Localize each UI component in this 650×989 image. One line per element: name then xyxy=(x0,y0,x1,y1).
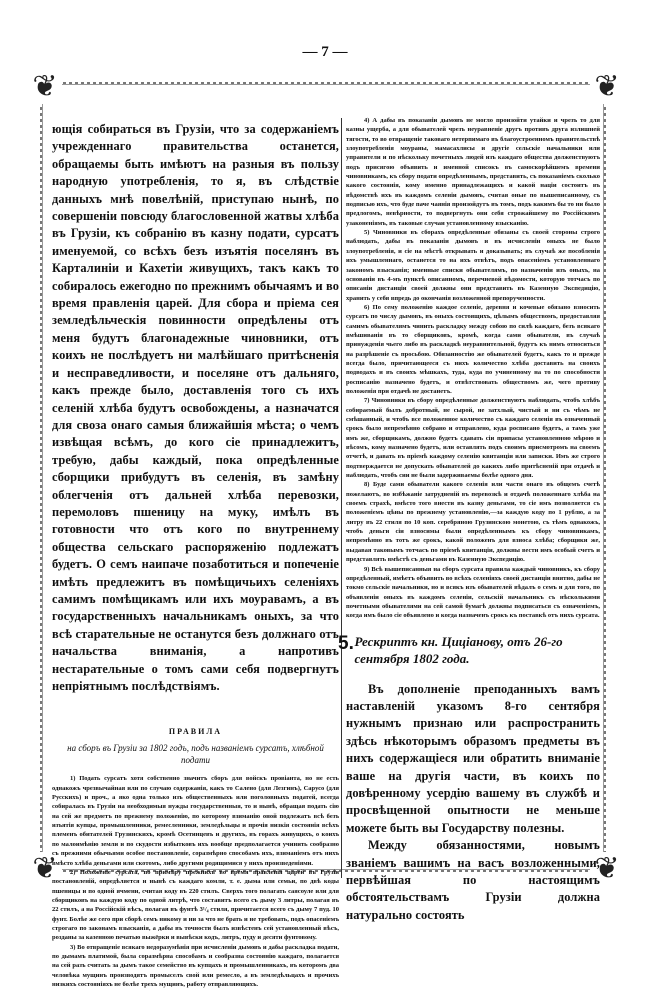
left-column xyxy=(52,121,339,989)
corner-ornament-icon: ❦ xyxy=(590,70,624,104)
rules-heading: ПРАВИЛА xyxy=(168,727,223,737)
rescript-heading xyxy=(338,632,600,667)
rule-paragraph: 9) Всѣ вышеписанныя на сборъ сурсата правила каждый чиновникъ, къ сбору опредѣленный, имѣетъ объявить во всѣхъ селеніяхъ своей дистанціи внятно, дабы не токмо сельскіе начальники, но и всякъ изъ обывателей вѣдалъ о семъ и для того, по объявленіи оныхъ въ каждомъ селеніи, сельскій начальникъ съ нѣсколькими почетными обывателями на сей самой бумагѣ должны подписаться съ означеніемъ, когда имъ было сіе объявлено и когда назначенъ срокъ къ поставкѣ отъ нихъ сурсата. xyxy=(346,565,600,620)
page-number: — 7 — xyxy=(302,44,348,60)
rescript-paragraph: Между обязанностями, новымъ званіемъ вашимъ на васъ возложенными, первѣйшая по настоящимъ обстоятельствамъ Грузіи должна натурально состоять xyxy=(346,838,600,922)
rule-paragraph: 3) Во отвращеніе всякаго недоразумѣнія при исчисленіи дымовъ и дабы раскладка подати, по дымамъ платимой, была соразмѣрна способамъ и сообразна состоянію каждаго, полагается на сей разъ считать за дымъ такое семейство въ купцахъ и промышленникахъ, въ которомъ два человѣка мущинъ производятъ промыселъ свой или ремесло, а въ земледѣльцахъ и прочихъ низкихъ состояніяхъ не болѣе трехъ мущинъ, работу отправляющихъ. xyxy=(52,943,339,988)
right-column xyxy=(338,116,600,924)
rescript-title: Рескриптъ кн. Цицiанову, отъ 26-го сентября 1802 года. xyxy=(354,633,563,666)
rule-paragraph: 1) Подать сурсатъ хотя собственно значитъ сборъ для войскъ провіанта, но не есть однакожъ чрезвычайная или по случаю содержанія, какъ то Салено (для Лезгинъ), Сарусо (для Русскихъ) и проч., а яко одна только изъ общественныхъ или поголовныхъ податей, всегда собиралась въ Грузіи на необходимыя нужды государственныя, то и нынѣ, обращая подать сію на сей же предметъ по прежнему положенію, по которому взиманію оной подлежатъ всѣ безъ изъятія купцы, промышленники, ремесленники, земледѣльцы и прочія низкія состоянія всѣхъ племенъ обитателей Грузинскихъ, кромѣ Осетинцевъ и другихъ, въ горахъ живущихъ, о коихъ по малоимѣнію земли и по скудости избытковъ ихъ вообще предполагается учинить сообразно съ прежними обычьями особое постановленіе, соразмѣрно способамъ ихъ, взиманіемъ отъ нихъ вмѣсто хлѣба деньгами или скотомъ, либо другими родящимися у нихъ произведеніями. xyxy=(52,775,339,867)
rule-paragraph: 7) Чиновники въ сбору опредѣленные долженствуютъ наблюдать, чтобъ хлѣбъ собираемый былъ добротный, не сырой, не затхлый, чистый и ни съ чѣмъ не смѣшанный, и чтобъ все положенное количество съ каждаго селенія въ означенный срокъ было непремѣнно собрано и отправлено, куда росписано будетъ, а тамъ уже имъ же, сборщикамъ, должно будетъ сдавать сіи припасы установленною мѣрою и вѣсомъ, кому назначено будетъ, или оставлять подъ своимъ присмотромъ на своемъ отчетѣ, и давать въ пріемѣ каждому селенію квитанціи или записки. Имъ же строго подтверждается не допускать обывателей до какихъ либо притѣсненій при отдачѣ и наблюдать, чтобъ сии не были задерживаемы болѣе одного дня. xyxy=(346,397,600,480)
rules-subheading: на сборъ въ Грузіи за 1802 годъ, подъ названіемъ сурсатъ, хлѣбной подати xyxy=(67,743,324,766)
corner-ornament-icon: ❦ xyxy=(28,70,62,104)
rule-paragraph: 8) Буде сами обыватели какого селенія или части онаго въ общемъ счетѣ пожелаютъ, во избѣжаніе затрудненій въ перевозкѣ и отдачѣ положеннаго хлѣба на своемъ страхѣ, вмѣсто того внести въ казну деньгами, то сіе имъ позволяется съ положеніемъ цѣны по прежнему установленію,—за каждую коду по 1 рублю, а за литру въ 22 стиля по 10 коп. серебряною Грузинскою монетою, съ тѣмъ однакожъ, чтобъ деньги сіи взносимы были опредѣленнымъ къ сбору чиновникамъ, непремѣнно въ тотъ же срокъ, какой положенъ для взноса хлѣба; сборщики же, выдавая таковымъ тотчасъ по пріемѣ квитанціи, должны вести имъ особый счетъ и представлять вмѣстѣ съ деньгами въ Казенную Экспедицію. xyxy=(346,481,600,564)
rule-paragraph: 5) Чиновники въ сборахъ опредѣленные обязаны съ своей стороны строго наблюдать, дабы въ показаніи дымовъ и въ исчисленіи оныхъ не было злоупотребленія, и сіе на мѣстѣ открывать и доказывать; въ случаѣ же пособленія ихъ умышленнаго, останется то на ихъ отвѣтъ, подъ опасеніемъ установленнаго закономъ взысканія; именные списки обывателямъ, по назначеніи изъ оныхъ, на основаніи въ 4-мъ пунктѣ описанномъ, перечневой вѣдомости, которую тотчасъ по описаніи дистанціи своей должны они представить въ Казенную Экспедицію, хранить у себя впредь до окончанія возложенной препорученности. xyxy=(346,229,600,302)
corner-ornament-icon: ❦ xyxy=(28,852,62,886)
column-divider xyxy=(341,118,342,878)
rule-paragraph: 6) По сему положенію каждое селеніе, деревня и кочевые обязано взносить сурсатъ по числу дымовъ, въ оныхъ состоящихъ, цѣлымъ обществомъ, предоставляя самимъ обывателямъ чинить раскладку между собою по силѣ каждаго, безъ всякаго вмѣшиванія въ то сборщиковъ, кромѣ, когда сами обыватели, въ случаѣ принужденія чьего либо въ раскладкѣ неуравнительной, будутъ къ нимъ относиться на разрѣшеніе съ просьбою. Обязанностію же обывателей будетъ, какъ то и прежде всегда было, причитающееся съ нихъ количество хлѣба доставить на своихъ подводахъ и въ своихъ мѣшкахъ, туда, куда по учиненному на то по способности росписанію назначено будетъ, и отвѣтствовать обществомъ же, чего противу положенія при отдачѣ не достанетъ. xyxy=(346,303,600,395)
corner-ornament-icon: ❦ xyxy=(590,852,624,886)
proclamation-text: ющія собираться въ Грузіи, что за содержаніемъ учрежденнаго правительства останется, обращаемы быть имѣютъ на разныя въ пользу народную употребленія, то я, въ слѣдствіе данныхъ мнѣ повелѣній, приступаю нынѣ, по совершеніи повсюду благословенной жатвы хлѣба въ Грузіи, къ собранію въ казну подати, сурсатъ именуемой, со всѣхъ безъ изъятія поселянъ въ Карталиніи и Кахетіи живущихъ, такъ какъ то собиралось ежегодно по прежнимъ обычаямъ и во время правленія царей. Для сбора и пріема сея земледѣльческія повинности опредѣлены отъ меня будутъ благонадежные чиновники, отъ коихъ не послѣдуетъ ни малѣйшаго притѣсненія и несправедливости, и поселяне отъ дальняго, какъ прежде было, доставленія того съ ихъ селеній хлѣба будутъ освобождены, а назначатся для своза онаго самыя ближайшія мѣста; о чемъ извѣщая всѣмъ, до кого сіе принадлежитъ, требую, дабы каждый, пока опредѣленные сборщики прибудутъ въ селенія, въ замѣну облегченія отъ дальней хлѣба перевозки, перемоловъ пшеницу на муку, имѣлъ въ готовности что отъ кого по внутреннему общества сельскаго распоряженію подлежатъ будетъ. О семъ наипаче позаботиться и попеченіе имѣть предлежитъ въ помѣщичьихъ селеніяхъ самимъ помѣщикамъ или ихъ моуравамъ, а въ государственныхъ начальникамъ оныхъ, за что всѣ старательные не останутся безъ должнаго отъ начальства вниманія, а напротивъ нестарательные о томъ сами себя подвергнутъ непріятнымъ послѣдствіямъ. xyxy=(52,122,339,693)
rescript-number: 5. xyxy=(338,632,354,654)
rule-paragraph: 4) А дабы въ показаніи дымовъ не могло произойти утайки и чрезъ то для казны ущерба, а для обывателей чрезъ неуравненіе другъ противъ друга излишней тягости, то во отвращеніе таковаго нетерпимаго въ благоустроенномъ правительствѣ злоупотребленія моураны, мамасахлисы и другіе сельскіе начальники или управители и по нѣскольку почетныхъ людей изъ каждаго общества долженствуютъ подъ присягою объявить и именной списокъ въ самоскорѣйшемъ времени чиновникамъ, къ сбору подати опредѣленнымъ, представить, съ показаніемъ сколько какого состоянія, кому именно принадлежащихъ и какой націи состоитъ въ вѣдомствѣ ихъ въ каждомъ селеніи дымовъ, считая оные по вышеписанному, съ подписью ихъ, что буде паче чаянія произойдутъ въ томъ, подъ какимъ бы то ни было предлогомъ, невѣрности, то подвергнуть они себя строжайшему по Россійскимъ узаконеніямъ, въ таковые случаи установленному взысканію. xyxy=(346,117,600,227)
rescript-paragraph: Въ дополненіе преподанныхъ вамъ наставленій указомъ 8-го сентября нужнымъ признаю или распространить здѣсь нѣкоторымъ образомъ предметы въ нихъ содержащіеся или обратить вниманіе ваше на другія части, въ коихъ по довѣренному усердію вашему въ службѣ и просвѣщенной опытности не меньше можете быть вы Государству полезны. xyxy=(346,681,600,835)
rule-paragraph: 2) Положеніе сурсата, по примѣру прежнихъ во время правленія царей въ Грузіи постановленій, опредѣляется и нынѣ съ каждаго комли, т. е. дыма или семьи, по двѣ коды пшеницы и по одной ячмени, считая коду въ 220 стилъ. Сверхъ того полагать саясоуле или для сборщиковъ на каждую коду по одной литрѣ, что составитъ всего съ дыму 3 литры, полагая въ 22 стилъ, а на Россійскій вѣсъ, полагая въ фунтѣ 3¹/₄ стиля, причитается всего съ дыму 7 пуд. 10 фунт. Болѣе же сего при сборѣ семъ никому и ни за что не брать и не требовать, подъ опасеніемъ строгаго по законамъ взысканія, а дабы въ точности былъ извѣстенъ сей установленный вѣсъ, розданы за казенною печатью выжёрки и вывѣски кодъ, литръ, пуду и десяти фунтовому. xyxy=(52,868,339,942)
